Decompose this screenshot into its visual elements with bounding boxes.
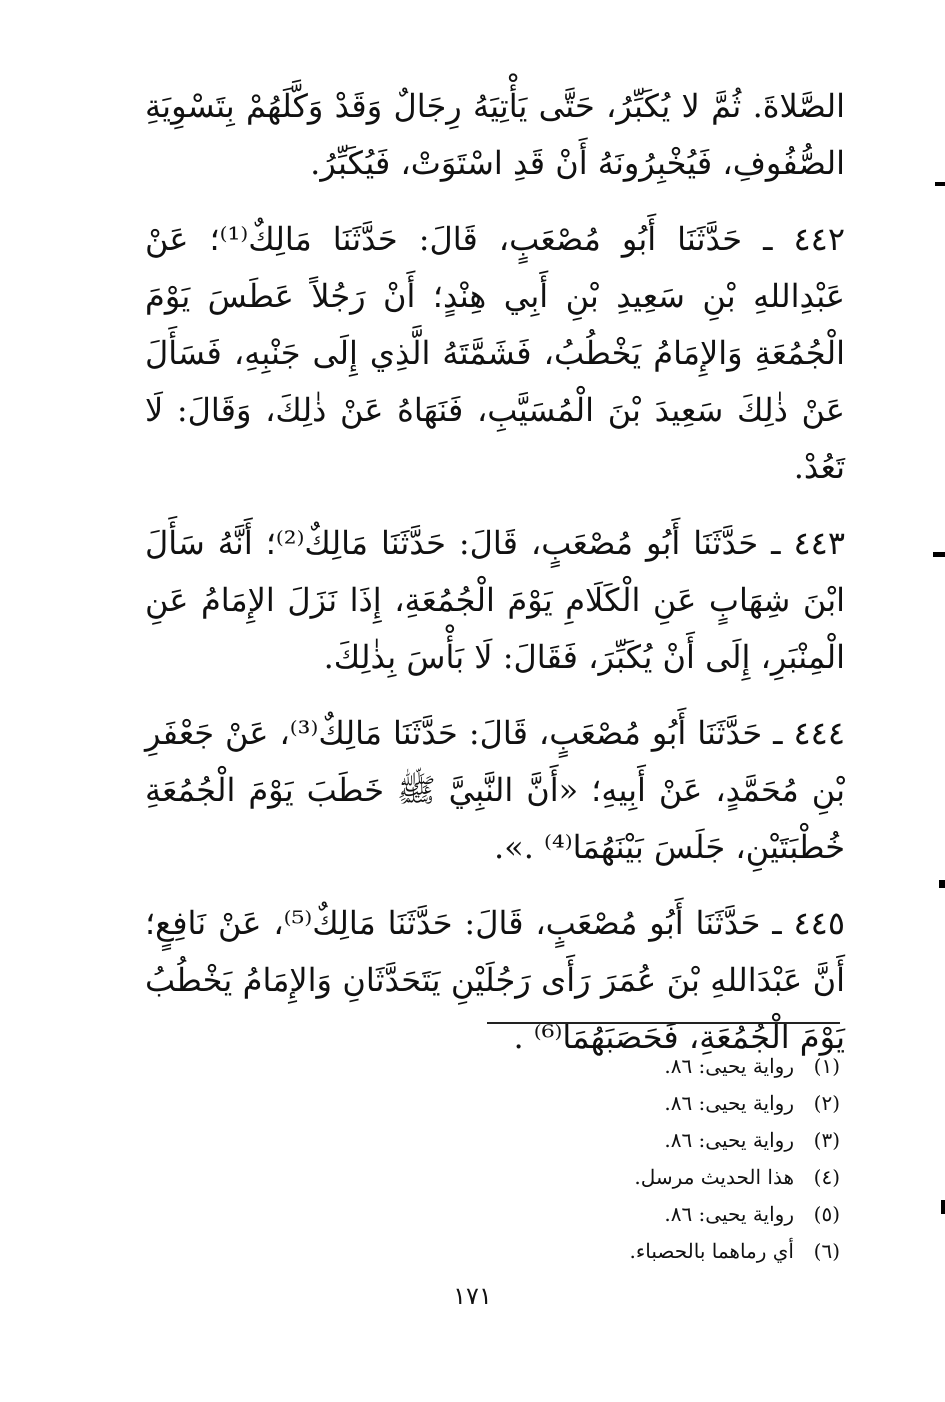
footnotes [340, 1048, 840, 1270]
page-number: ١٧١ [453, 1282, 492, 1310]
footnote-separator [487, 1022, 840, 1024]
paragraph-hadith-443: ٤٤٣ ـ حَدَّثَنَا أَبُو مُصْعَبٍ، قَالَ: حَدَّثَنَا مَالِكٌ⁽²⁾؛ أَنَّهُ سَأَلَ ابْنَ شِهَابٍ عَنِ الْكَلَامِ يَوْمَ الْجُمُعَةِ، إِذَا نَزَلَ الإِمَامُ عَنِ الْمِنْبَرِ، إِلَى أَنْ يُكَبِّرَ، فَقَالَ: لَا بَأْسَ بِذٰلِكَ. [145, 524, 846, 676]
footnote-number: (١) [813, 1054, 840, 1078]
footnote-text: رواية يحيى: ٨٦. [664, 1202, 794, 1226]
footnote-item [340, 1233, 840, 1270]
scan-edge-mark [935, 182, 945, 186]
footnote-text: هذا الحديث مرسل. [634, 1165, 794, 1189]
footnote-item [340, 1159, 840, 1196]
footnote-text: أي رماهما بالحصباء. [629, 1239, 794, 1263]
footnote-number: (٢) [813, 1091, 840, 1115]
footnote-text: رواية يحيى: ٨٦. [664, 1128, 794, 1152]
paragraph-hadith-445: ٤٤٥ ـ حَدَّثَنَا أَبُو مُصْعَبٍ، قَالَ: حَدَّثَنَا مَالِكٌ⁽⁵⁾، عَنْ نَافِعٍ؛ أَنَّ عَبْدَاللهِ بْنَ عُمَرَ رَأَى رَجُلَيْنِ يَتَحَدَّثَانِ وَالإِمَامُ يَخْطُبُ يَوْمَ الْجُمُعَةِ، فَحَصَبَهُمَا⁽⁶⁾ . [145, 904, 846, 1056]
footnote-number: (٦) [813, 1239, 840, 1263]
footnote-text: رواية يحيى: ٨٦. [664, 1091, 794, 1115]
footnote-number: (٥) [813, 1202, 840, 1226]
scan-edge-mark [939, 880, 945, 888]
footnote-item [340, 1196, 840, 1233]
footnote-item [340, 1122, 840, 1159]
main-text [145, 78, 845, 1066]
footnote-number: (٣) [813, 1128, 840, 1152]
scan-edge-mark [941, 1200, 945, 1214]
footnote-item [340, 1085, 840, 1122]
footnote-text: رواية يحيى: ٨٦. [664, 1054, 794, 1078]
paragraph-hadith-442: ٤٤٢ ـ حَدَّثَنَا أَبُو مُصْعَبٍ، قَالَ: حَدَّثَنَا مَالِكٌ⁽¹⁾؛ عَنْ عَبْدِاللهِ بْنِ سَعِيدِ بْنِ أَبِي هِنْدٍ؛ أَنْ رَجُلاً عَطَسَ يَوْمَ الْجُمُعَةِ وَالإِمَامُ يَخْطُبُ، فَشَمَّتَهُ الَّذِي إِلَى جَنْبِهِ، فَسَأَلَ عَنْ ذٰلِكَ سَعِيدَ بْنَ الْمُسَيَّبِ، فَنَهَاهُ عَنْ ذٰلِكَ، وَقَالَ: لَا تَعُدْ. [145, 220, 846, 486]
scan-edge-mark [933, 552, 945, 557]
footnote-number: (٤) [813, 1165, 840, 1189]
footnote-item [340, 1048, 840, 1085]
paragraph-hadith-444: ٤٤٤ ـ حَدَّثَنَا أَبُو مُصْعَبٍ، قَالَ: حَدَّثَنَا مَالِكٌ⁽³⁾، عَنْ جَعْفَرِ بْنِ مُحَمَّدٍ، عَنْ أَبِيهِ؛ «أَنَّ النَّبِيَّ ﷺ خَطَبَ يَوْمَ الْجُمُعَةِ خُطْبَتَيْنِ، جَلَسَ بَيْنَهُمَا⁽⁴⁾ .». [145, 714, 846, 866]
paragraph-continuation: الصَّلاةَ. ثُمَّ لا يُكَبِّرُ، حَتَّى يَأْتِيَهُ رِجَالٌ وَقَدْ وَكَّلَهُمْ بِتَسْوِيَةِ الصُّفُوفِ، فَيُخْبِرُونَهُ أَنْ قَدِ اسْتَوَتْ، فَيُكَبِّرُ. [145, 87, 845, 182]
